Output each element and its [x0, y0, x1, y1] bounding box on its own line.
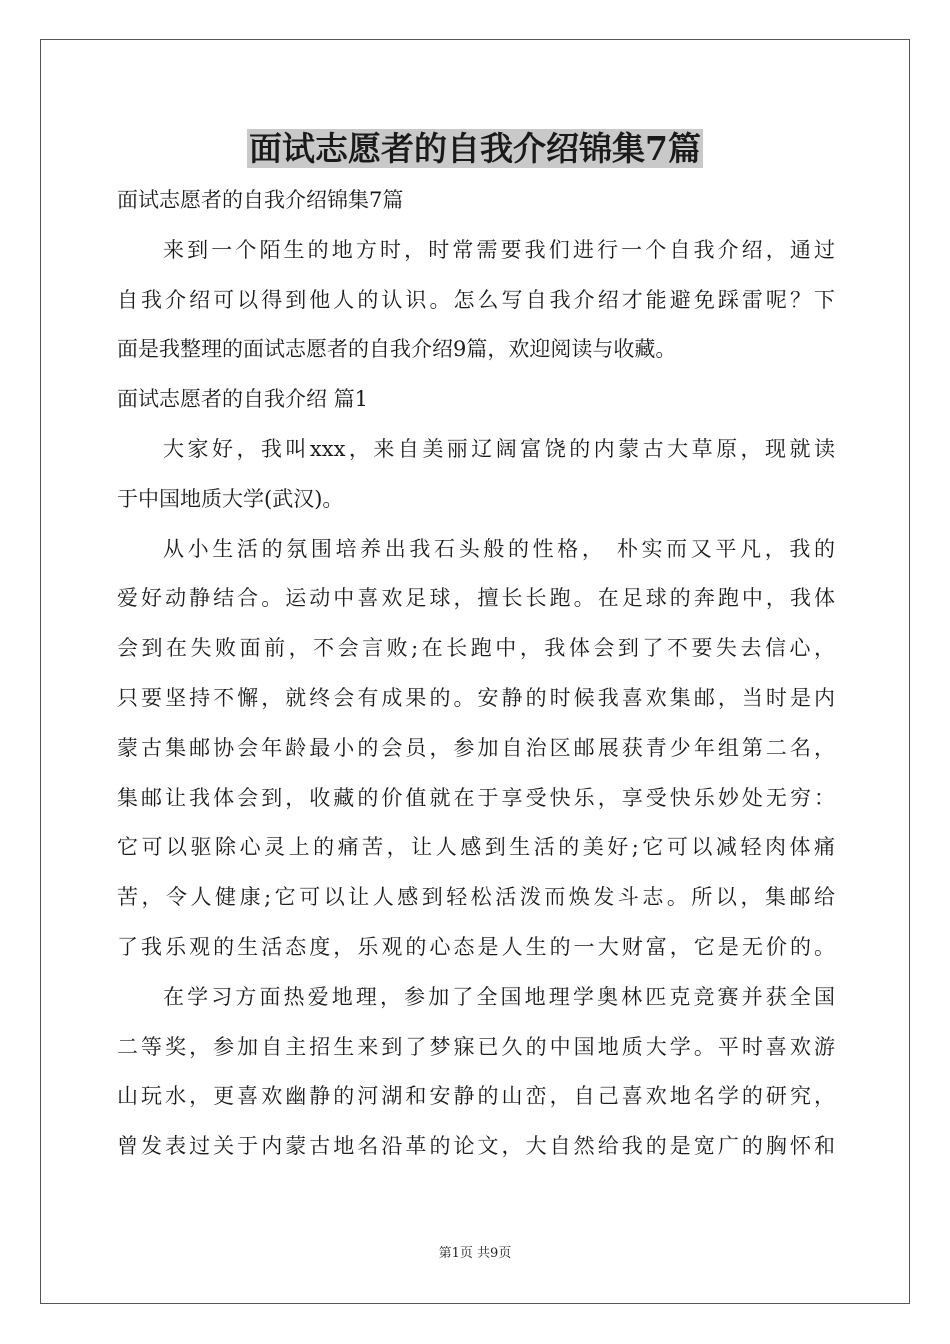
text-line: 爱好动静结合。运动中喜欢足球，擅长长跑。在足球的奔跑中，我体 — [117, 586, 835, 611]
text-line: 面是我整理的面试志愿者的自我介绍9篇，欢迎阅读与收藏。 — [117, 337, 677, 362]
document-title — [0, 125, 950, 173]
text-line: 集邮让我体会到，收藏的价值就在于享受快乐，享受快乐妙处无穷： — [117, 785, 835, 810]
text-line: 只要坚持不懈，就终会有成果的。安静的时候我喜欢集邮，当时是内 — [117, 685, 835, 710]
text-line: 面试志愿者的自我介绍锦集7篇 — [117, 188, 404, 212]
text-line: 苦，令人健康;它可以让人感到轻松活泼而焕发斗志。所以，集邮给 — [117, 885, 835, 910]
text-line: 了我乐观的生活态度，乐观的心态是人生的一大财富，它是无价的。 — [117, 934, 835, 959]
text-line: 会到在失败面前，不会言败;在长跑中，我体会到了不要失去信心， — [117, 636, 835, 661]
document-body — [117, 176, 835, 1172]
text-line: 大家好，我叫xxx，来自美丽辽阔富饶的内蒙古大草原，现就读 — [163, 436, 835, 461]
text-line: 从小生活的氛围培养出我石头般的性格， 朴实而又平凡，我的 — [163, 536, 835, 561]
text-line: 在学习方面热爱地理，参加了全国地理学奥林匹克竞赛并获全国 — [163, 984, 835, 1009]
page-footer: 第1页 共9页 — [438, 1246, 512, 1261]
document-title-text: 面试志愿者的自我介绍锦集7篇 — [249, 129, 701, 168]
text-line: 二等奖，参加自主招生来到了梦寐已久的中国地质大学。平时喜欢游 — [117, 1034, 835, 1059]
text-line: 自我介绍可以得到他人的认识。怎么写自我介绍才能避免踩雷呢？下 — [117, 287, 835, 312]
text-line: 来到一个陌生的地方时，时常需要我们进行一个自我介绍，通过 — [163, 237, 835, 262]
text-line: 面试志愿者的自我介绍 篇1 — [117, 387, 369, 412]
text-line: 它可以驱除心灵上的痛苦，让人感到生活的美好;它可以减轻肉体痛 — [117, 835, 835, 860]
text-line: 曾发表过关于内蒙古地名沿革的论文，大自然给我的是宽广的胸怀和 — [117, 1134, 835, 1159]
text-line: 蒙古集邮协会年龄最小的会员，参加自治区邮展获青少年组第二名， — [117, 735, 835, 760]
text-line: 于中国地质大学(武汉)。 — [117, 486, 344, 511]
text-line: 山玩水，更喜欢幽静的河湖和安静的山峦，自己喜欢地名学的研究， — [117, 1084, 835, 1109]
